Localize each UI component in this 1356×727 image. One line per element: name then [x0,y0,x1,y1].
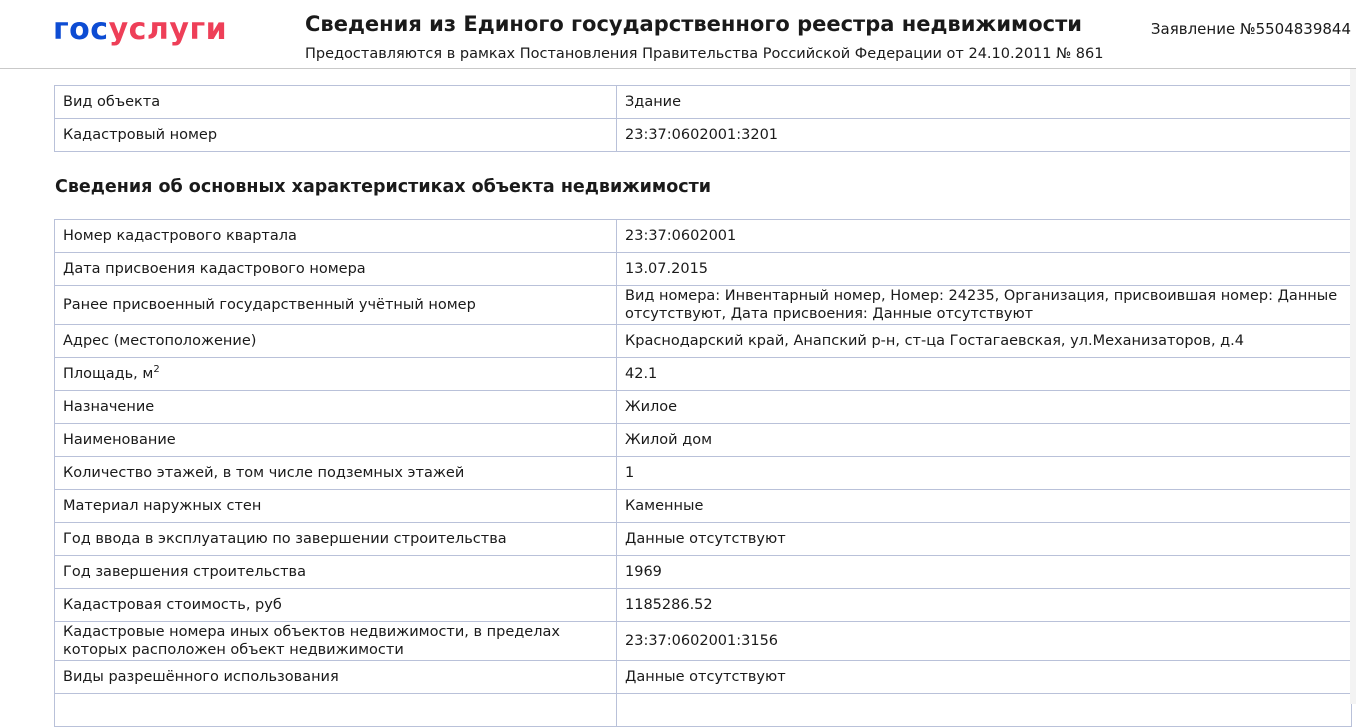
row-label: Кадастровые номера иных объектов недвижимости, в пределах которых расположен объект недвижимости [55,622,617,661]
document-subtitle: Предоставляются в рамках Постановления Правительства Российской Федерации от 24.10.2011 № 861 [305,46,1104,62]
table-row [55,622,1352,661]
row-label: Материал наружных стен [55,490,617,523]
table-row [55,523,1352,556]
row-label: Ранее присвоенный государственный учётный номер [55,286,617,325]
table-row [55,391,1352,424]
page-header [0,0,1356,69]
row-label: Количество этажей, в том числе подземных этажей [55,457,617,490]
row-value: Жилое [617,391,1352,424]
document-title: Сведения из Единого государственного реестра недвижимости [305,12,1082,36]
table-row [55,119,1352,152]
row-value: Каменные [617,490,1352,523]
table-row [55,589,1352,622]
table-row [55,86,1352,119]
table-row [55,457,1352,490]
row-label: Номер кадастрового квартала [55,220,617,253]
section-title: Сведения об основных характеристиках объекта недвижимости [55,177,712,197]
row-label: Наименование [55,424,617,457]
gosuslugi-logo[interactable] [53,12,227,48]
row-label: Год ввода в эксплуатацию по завершении строительства [55,523,617,556]
row-value: 23:37:0602001:3201 [617,119,1352,152]
vertical-scrollbar[interactable] [1350,69,1356,704]
table-row [55,325,1352,358]
table-row [55,424,1352,457]
row-value: Краснодарский край, Анапский р-н, ст-ца Гостагаевская, ул.Механизаторов, д.4 [617,325,1352,358]
row-label: Адрес (местоположение) [55,325,617,358]
row-label-empty [55,694,617,727]
object-table [54,85,1352,152]
row-label: Кадастровая стоимость, руб [55,589,617,622]
row-label: Год завершения строительства [55,556,617,589]
request-number: Заявление №5504839844 [1150,20,1351,38]
table-row [55,490,1352,523]
row-value: 1 [617,457,1352,490]
row-value: 23:37:0602001 [617,220,1352,253]
row-value: 1185286.52 [617,589,1352,622]
row-label: Вид объекта [55,86,617,119]
table-row [55,286,1352,325]
row-label-area [55,358,617,391]
logo-text-uslugi: услуги [108,12,228,47]
area-unit-superscript: 2 [153,364,160,376]
row-value: 23:37:0602001:3156 [617,622,1352,661]
row-value: Данные отсутствуют [617,523,1352,556]
row-value: 1969 [617,556,1352,589]
row-value: Здание [617,86,1352,119]
characteristics-table [54,219,1352,727]
table-row [55,220,1352,253]
row-label: Виды разрешённого использования [55,661,617,694]
row-value: 13.07.2015 [617,253,1352,286]
table-row [55,661,1352,694]
row-value: Данные отсутствуют [617,661,1352,694]
table-row [55,358,1352,391]
table-row [55,253,1352,286]
row-value: Жилой дом [617,424,1352,457]
row-label: Назначение [55,391,617,424]
row-value: Вид номера: Инвентарный номер, Номер: 24235, Организация, присвоившая номер: Данные отсутствуют, Дата присвоения: Данные отсутствуют [617,286,1352,325]
logo-text-gos: гос [53,12,109,47]
row-label: Кадастровый номер [55,119,617,152]
row-value-empty [617,694,1352,727]
area-label-text: Площадь, м [63,366,154,382]
row-value: 42.1 [617,358,1352,391]
table-row [55,694,1352,727]
row-label: Дата присвоения кадастрового номера [55,253,617,286]
table-row [55,556,1352,589]
